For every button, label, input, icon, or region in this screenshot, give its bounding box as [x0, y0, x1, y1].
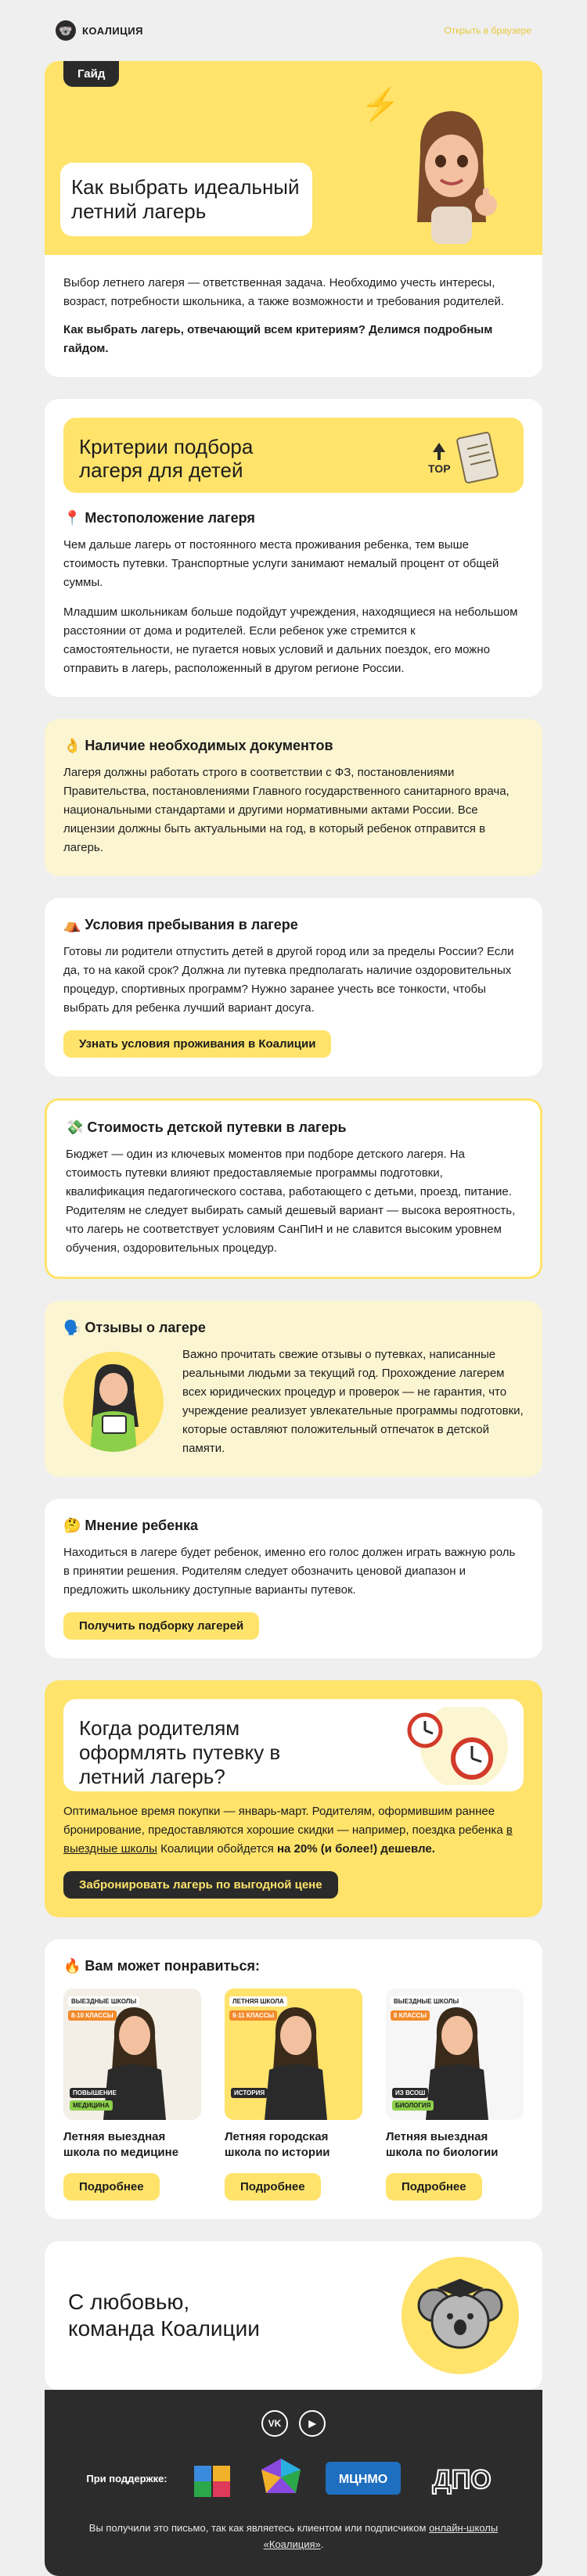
- location-text-1: Чем дальше лагерь от постоянного места проживания ребенка, тем выше стоимость путевки. Транспортные услуги занимают немалый процент от общей суммы.: [63, 538, 499, 589]
- recommendations-card: [45, 1939, 542, 2219]
- vk-icon[interactable]: VK: [261, 2410, 288, 2437]
- promo-text: Оптимальное время покупки — январь-март. Родителям, оформившим раннее бронирование, предоставляются хорошие скидки — например, поездка ребенка в выездные школы Коалиции обойдется на 20% (и более!) дешевле.: [63, 1805, 513, 1856]
- girl-reading-illustration: [63, 1352, 164, 1452]
- promo-title: Когда родителям оформлять путевку в летний лагерь?: [79, 1716, 281, 1788]
- criteria-banner: [63, 418, 524, 493]
- hero-title: Как выбрать идеальный летний лагерь: [60, 163, 312, 236]
- course-tag-grade: 9-11 КЛАССЫ: [229, 2010, 277, 2021]
- conditions-card: [45, 898, 542, 1076]
- mccme-text: МЦНМО: [338, 2473, 387, 2486]
- details-button[interactable]: Подробнее: [63, 2173, 160, 2201]
- book-camp-button[interactable]: Забронировать лагерь по выгодной цене: [63, 1871, 338, 1899]
- schools-link[interactable]: в выездные школы: [63, 1823, 513, 1856]
- partner-gem-logo[interactable]: [258, 2457, 304, 2499]
- partner-mccme-logo[interactable]: [326, 2462, 401, 2495]
- promo-card: [45, 1680, 542, 1917]
- criteria-banner-title: Критерии подбора лагеря для детей: [79, 435, 254, 482]
- partners: [63, 2457, 524, 2499]
- documents-card: [45, 719, 542, 876]
- recommendation-item[interactable]: [386, 1989, 524, 2201]
- recommendations-title: 🔥 Вам может понравиться:: [63, 1958, 260, 1974]
- closing-line-1: С любовью,: [68, 2290, 190, 2314]
- details-button[interactable]: Подробнее: [225, 2173, 321, 2201]
- location-title: 📍 Местоположение лагеря: [63, 510, 255, 526]
- conditions-button[interactable]: Узнать условия проживания в Коалиции: [63, 1030, 331, 1058]
- course-photo: [63, 1989, 201, 2120]
- course-tag-subject: ИСТОРИЯ: [231, 2088, 268, 2098]
- top-sticker-text: TOP: [428, 462, 451, 475]
- course-tag-extra: БИОЛОГИЯ: [392, 2100, 434, 2111]
- alarm-clocks-icon: [378, 1707, 511, 1785]
- criteria-card: [45, 399, 542, 697]
- lightning-icon: ⚡: [361, 88, 400, 122]
- course-tag-subject: ИЗ ВСОШ: [392, 2088, 428, 2098]
- conditions-text: Готовы ли родители отпустить детей в другой город или за пределы России? Если да, то на какой срок? Должна ли путевка предполагать наличие оздоровительных процедур, спортивных программ? Нужно заранее учесть все тонкости, чтобы выбрать для ребенка лучший вариант досуга.: [63, 945, 514, 1015]
- promo-banner: [63, 1699, 524, 1791]
- partner-dpo-logo[interactable]: [423, 2462, 501, 2495]
- cost-text: Бюджет — один из ключевых моментов при подборе детского лагеря. На стоимость путевки влияют предоставляемые программы подготовки, квалификация педагогического состава, работающего с детьми, проезд, питание. Родителям не следует выбирать самый дешевый вариант — высока вероятность, что лагерь не соответствует условиям СанПиН и не славится высоким уровнем обучения, оздоровительных процедур.: [66, 1148, 516, 1255]
- course-tag-top: ВЫЕЗДНЫЕ ШКОЛЫ: [68, 1996, 139, 2007]
- reviews-text: Важно прочитать свежие отзывы о путевках, написанные реальными людьми за текущий год. Прохождение лагерем всех юридических процедур и проверок — не гарантия, что учреждение реализует увлекательные программы подготовки, которые оставляют положительный отпечаток в детской памяти.: [182, 1348, 524, 1455]
- course-tag-subject: ПОВЫШЕНИЕ: [70, 2088, 120, 2098]
- course-title: Летняя выездная школа по биологии: [386, 2130, 499, 2159]
- details-button[interactable]: Подробнее: [386, 2173, 482, 2201]
- opinion-card: [45, 1499, 542, 1658]
- course-tag-top: ВЫЕЗДНЫЕ ШКОЛЫ: [391, 1996, 462, 2007]
- top-bar: [45, 0, 542, 61]
- recommendations-list: [63, 1989, 524, 2201]
- intro-bold-text: Как выбрать лагерь, отвечающий всем критериям? Делимся подробным гайдом.: [63, 323, 493, 355]
- teacher-portrait: [225, 1989, 362, 2120]
- guide-badge: Гайд: [63, 61, 119, 87]
- koala-graduate-illustration: [402, 2257, 519, 2374]
- hero-banner: [45, 61, 542, 255]
- opinion-title: 🤔 Мнение ребенка: [63, 1518, 199, 1533]
- course-tag-extra: МЕДИЦИНА: [70, 2100, 113, 2111]
- recommendation-item[interactable]: [225, 1989, 362, 2201]
- koala-logo-icon: 🐨: [56, 20, 76, 41]
- documents-title: 👌 Наличие необходимых документов: [63, 738, 333, 753]
- girl-thumbs-up-illustration: [405, 105, 499, 244]
- closing-card: [45, 2241, 542, 2390]
- dpo-text: ДПО: [432, 2465, 492, 2495]
- closing-text: [68, 2289, 260, 2342]
- course-tag-grade: 8 КЛАССЫ: [391, 2010, 430, 2021]
- hero-card: [45, 61, 542, 377]
- open-in-browser-link[interactable]: Открыть в браузере: [444, 25, 531, 36]
- cost-title: 💸 Стоимость детской путевки в лагерь: [66, 1119, 347, 1135]
- location-text-2: Младшим школьникам больше подойдут учреждения, находящиеся на небольшом расстоянии от дома и родителей. Если ребенок уже стремится к самостоятельности, не пугается новых условий и дальних поездок, его можно отправить в лагерь, расположенный в другом регионе России.: [63, 605, 518, 675]
- intro-text: Выбор летнего лагеря — ответственная задача. Необходимо учесть интересы, возраст, потребности школьника, а также возможности и требования родителей.: [63, 276, 505, 308]
- support-label: При поддержке:: [86, 2472, 167, 2484]
- recommendation-item[interactable]: [63, 1989, 201, 2201]
- course-tag-grade: 8-10 КЛАССЫ: [68, 2010, 117, 2021]
- youtube-icon[interactable]: ▶: [299, 2410, 326, 2437]
- school-link[interactable]: онлайн-школы «Коалиция»: [263, 2522, 499, 2550]
- footer: [45, 2390, 542, 2576]
- cost-card: [45, 1098, 542, 1279]
- course-title: Летняя городская школа по истории: [225, 2130, 330, 2159]
- partner-cube-logo[interactable]: [189, 2458, 236, 2499]
- social-links: [63, 2410, 524, 2437]
- course-photo: [225, 1989, 362, 2120]
- conditions-title: ⛺ Условия пребывания в лагере: [63, 917, 298, 932]
- course-title: Летняя выездная школа по медицине: [63, 2130, 179, 2159]
- reviews-title: 🗣️ Отзывы о лагере: [63, 1320, 206, 1335]
- closing-line-2: команда Коалиции: [68, 2316, 260, 2341]
- get-selection-button[interactable]: Получить подборку лагерей: [63, 1612, 259, 1640]
- reviews-card: [45, 1301, 542, 1477]
- brand-name: КОАЛИЦИЯ: [82, 24, 143, 37]
- course-photo: [386, 1989, 524, 2120]
- course-tag-top: ЛЕТНЯЯ ШКОЛА: [229, 1996, 287, 2007]
- intro-section: [45, 255, 542, 377]
- documents-text: Лагеря должны работать строго в соответствии с ФЗ, постановлениями Правительства, постановлениями Главного государственного санитарного врача, национальными стандартами и другими нормативными актами России. Все лицензии должны быть актуальными на год, в который ребенок отправится в лагерь.: [63, 766, 510, 854]
- footer-note: Вы получили это письмо, так как являетесь клиентом или подписчиком онлайн-школы «Коалиция».: [88, 2522, 499, 2550]
- brand-logo[interactable]: [56, 20, 143, 41]
- clipboard-top-icon: [417, 429, 503, 483]
- opinion-text: Находиться в лагере будет ребенок, именно его голос должен играть важную роль в принятии решения. Родителям следует обозначить ценовой диапазон и предложить школьнику доступные варианты путевок.: [63, 1546, 516, 1597]
